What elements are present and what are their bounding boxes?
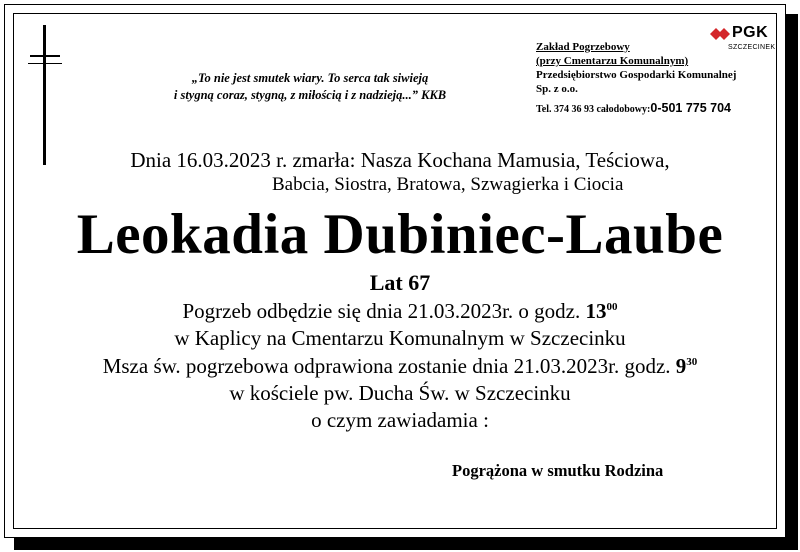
notice-text: o czym zawiadamia : <box>311 408 489 432</box>
company-info <box>536 40 781 117</box>
funeral-place: w Kaplicy na Cmentarzu Komunalnym w Szczecinku <box>174 326 626 350</box>
funeral-minutes: 00 <box>606 301 618 313</box>
intro-line-2: Babcia, Siostra, Bratowa, Szwagierka i Ciocia <box>272 174 624 195</box>
funeral-line <box>0 299 800 324</box>
company-name: Zakład Pogrzebowy <box>536 41 630 53</box>
company-tel: Tel. 374 36 93 całodobowy: <box>536 104 651 115</box>
mass-hour: 9 <box>675 354 687 378</box>
quote-line-2: i stygną coraz, stygną, z miłością i z nadzieją...” <box>173 88 418 102</box>
deceased-name: Leokadia Dubiniec-Laube <box>76 203 724 266</box>
family-signature: Pogrążona w smutku Rodzina <box>452 461 664 480</box>
mass-minutes: 30 <box>686 356 698 368</box>
cross-icon <box>25 25 65 165</box>
funeral-hour: 13 <box>585 299 607 323</box>
company-form: Sp. z o.o. <box>536 83 578 95</box>
quote-line-1: „To nie jest smutek wiary. To serca tak siwieją <box>191 71 429 85</box>
company-tel-24h: 0-501 775 704 <box>650 101 732 115</box>
mass-text: Msza św. pogrzebowa odprawiona zostanie dnia 21.03.2023r. godz. <box>102 354 671 378</box>
funeral-text: Pogrzeb odbędzie się dnia 21.03.2023r. o godz. <box>182 299 581 323</box>
mass-place: w kościele pw. Ducha Św. w Szczecinku <box>229 381 571 405</box>
quote <box>120 70 500 104</box>
intro-line-1: Dnia 16.03.2023 r. zmarła: Nasza Kochana Mamusia, Teściowa, <box>130 148 670 172</box>
logo-brand: PGK <box>732 24 769 41</box>
company-firm: Przedsiębiorstwo Gospodarki Komunalnej <box>536 69 737 81</box>
company-location: (przy Cmentarzu Komunalnym) <box>536 55 689 67</box>
logo-city: SZCZECINEK <box>728 44 776 51</box>
mass-line <box>0 354 800 379</box>
quote-author: KKB <box>421 88 447 102</box>
deceased-age: Lat 67 <box>369 270 431 295</box>
